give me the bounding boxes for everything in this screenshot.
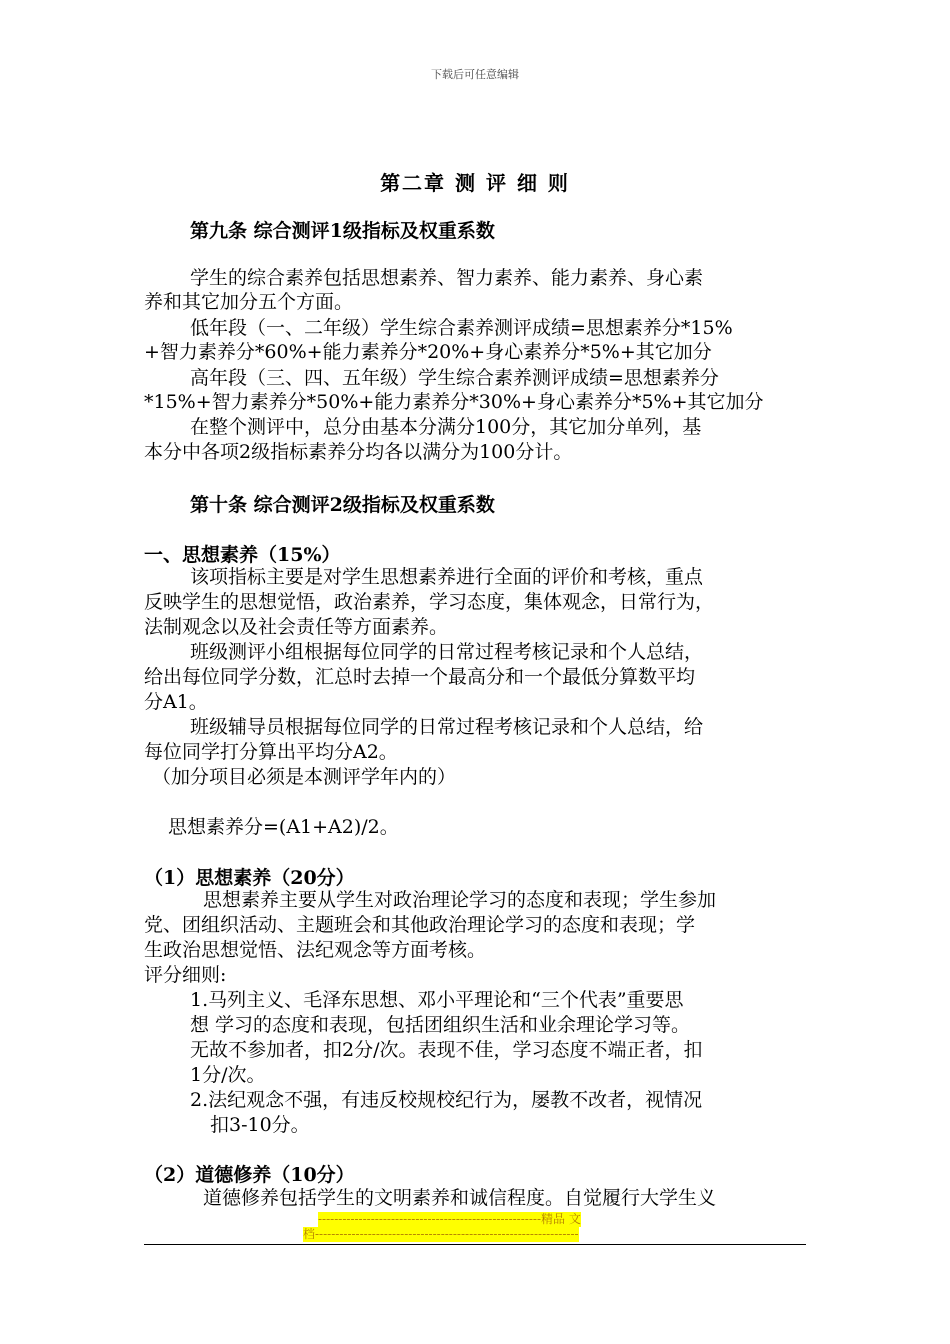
- art9-line-7: 在整个测评中，总分由基本分满分100分，其它加分单列，基: [190, 416, 702, 438]
- subsection-1-title: （1）思想素养（20分）: [144, 867, 355, 889]
- section-1-title: 一、思想素养（15%）: [144, 544, 341, 566]
- art10-line-7: 班级辅导员根据每位同学的日常过程考核记录和个人总结，给: [190, 716, 704, 738]
- art9-line-4: +智力素养分*60%+能力素养分*20%+身心素养分*5%+其它加分: [144, 341, 712, 363]
- footer-watermark-line-2: 档-----------------------------------------------------------------: [303, 1227, 579, 1241]
- chapter-title: 第二章 测 评 细 则: [380, 171, 570, 195]
- footer-divider: [144, 1244, 806, 1245]
- art9-line-6: *15%+智力素养分*50%+能力素养分*30%+身心素养分*5%+其它加分: [144, 391, 764, 413]
- sub1-line-8: 1分/次。: [190, 1064, 266, 1086]
- subsection-2-title: （2）道德修养（10分）: [144, 1164, 355, 1186]
- art10-line-8: 每位同学打分算出平均分A2。: [144, 741, 398, 763]
- article-9-heading: 第九条 综合测评1级指标及权重系数: [190, 220, 495, 242]
- sub1-line-3: 生政治思想觉悟、法纪观念等方面考核。: [144, 939, 487, 961]
- art9-line-8: 本分中各项2级指标素养分均各以满分为100分计。: [144, 441, 573, 463]
- art10-formula: 思想素养分=(A1+A2)/2。: [168, 816, 399, 838]
- footer-watermark-line-1: -------------------------------------------------------精品 文: [318, 1212, 581, 1226]
- sub1-line-7: 无故不参加者，扣2分/次。表现不佳，学习态度不端正者，扣: [190, 1039, 703, 1061]
- art10-line-5: 给出每位同学分数，汇总时去掉一个最高分和一个最低分算数平均: [144, 666, 696, 688]
- sub1-line-2: 党、团组织活动、主题班会和其他政治理论学习的态度和表现；学: [144, 914, 696, 936]
- art10-line-6: 分A1。: [144, 691, 208, 713]
- sub1-line-6: 想 学习的态度和表现，包括团组织生活和业余理论学习等。: [190, 1014, 691, 1036]
- art9-line-1: 学生的综合素养包括思想素养、智力素养、能力素养、身心素: [190, 267, 704, 289]
- art10-line-3: 法制观念以及社会责任等方面素养。: [144, 616, 449, 638]
- page-header-note: 下载后可任意编辑: [431, 68, 519, 81]
- sub1-line-10: 扣3-10分。: [210, 1114, 310, 1136]
- sub1-line-4: 评分细则:: [144, 964, 227, 986]
- art10-line-2: 反映学生的思想觉悟，政治素养，学习态度，集体观念，日常行为，: [144, 591, 715, 613]
- art9-line-3: 低年段（一、二年级）学生综合素养测评成绩=思想素养分*15%: [190, 317, 733, 339]
- sub1-line-5: 1.马列主义、毛泽东思想、邓小平理论和“三个代表”重要思: [190, 989, 684, 1011]
- art9-line-2: 养和其它加分五个方面。: [144, 291, 354, 313]
- art9-line-5: 高年段（三、四、五年级）学生综合素养测评成绩=思想素养分: [190, 367, 719, 389]
- article-10-heading: 第十条 综合测评2级指标及权重系数: [190, 494, 495, 516]
- art10-line-9: （加分项目必须是本测评学年内的）: [152, 766, 457, 788]
- sub1-line-1: 思想素养主要从学生对政治理论学习的态度和表现；学生参加: [203, 889, 717, 911]
- art10-line-4: 班级测评小组根据每位同学的日常过程考核记录和个人总结，: [190, 641, 704, 663]
- art10-line-1: 该项指标主要是对学生思想素养进行全面的评价和考核，重点: [190, 566, 704, 588]
- sub2-line-1: 道德修养包括学生的文明素养和诚信程度。自觉履行大学生义: [203, 1187, 717, 1209]
- sub1-line-9: 2.法纪观念不强，有违反校规校纪行为，屡教不改者，视情况: [190, 1089, 703, 1111]
